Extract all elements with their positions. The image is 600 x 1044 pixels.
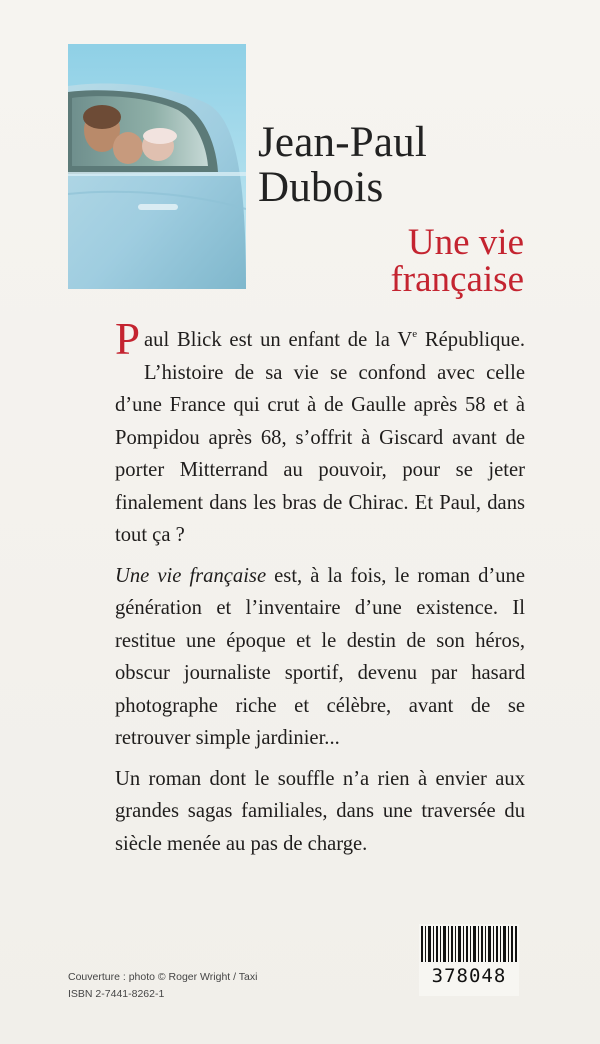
blurb-p1-text-b: République. L’histoire de sa vie se confond avec celle d’une France qui crut à de Gaulle après 58 et à Pompidou après 68, s’offrit à Giscard avant de porter Mitterrand au pouvoir, pour se jeter finalement dans les bras de Chirac. Et Paul, dans tout ça ?: [115, 329, 525, 546]
photo-credit: Couverture : photo © Roger Wright / Taxi: [68, 971, 258, 983]
superscript-e: e: [412, 328, 418, 340]
blurb-paragraph-2: [115, 560, 525, 755]
book-title: [264, 224, 524, 298]
author-last-name: Dubois: [258, 164, 384, 211]
blurb-p3-text: Un roman dont le souffle n’a rien à envier aux grandes sagas familiales, dans une traversée du siècle menée au pas de charge.: [115, 767, 525, 855]
blurb-p1-text-a: aul Blick est un enfant de la V: [144, 329, 413, 351]
blurb-title-italic: Une vie française: [115, 564, 267, 587]
car-window-photo: [68, 44, 246, 289]
blurb-paragraph-1: [115, 314, 525, 552]
author-first-name: Jean-Paul: [258, 119, 427, 166]
barcode-number: 378048: [431, 965, 507, 987]
back-cover-blurb: [115, 314, 525, 860]
credits: [68, 969, 257, 1003]
blurb-paragraph-3: [115, 763, 525, 861]
isbn: ISBN 2-7441-8262-1: [68, 988, 165, 1000]
drop-cap: P: [115, 314, 141, 364]
barcode-bars: [419, 924, 519, 964]
title-line-1: Une vie: [407, 222, 524, 263]
author-name: [258, 120, 508, 210]
cover-photo-car: [68, 44, 246, 289]
blurb-p2-text: est, à la fois, le roman d’une génération et l’inventaire d’une existence. Il restitue une époque et le destin de son héros, obscur journaliste sportif, devenu par hasard photographe riche et célèbre, avant de se retrouver simple jardinier...: [115, 564, 525, 749]
title-line-2: française: [390, 259, 524, 300]
